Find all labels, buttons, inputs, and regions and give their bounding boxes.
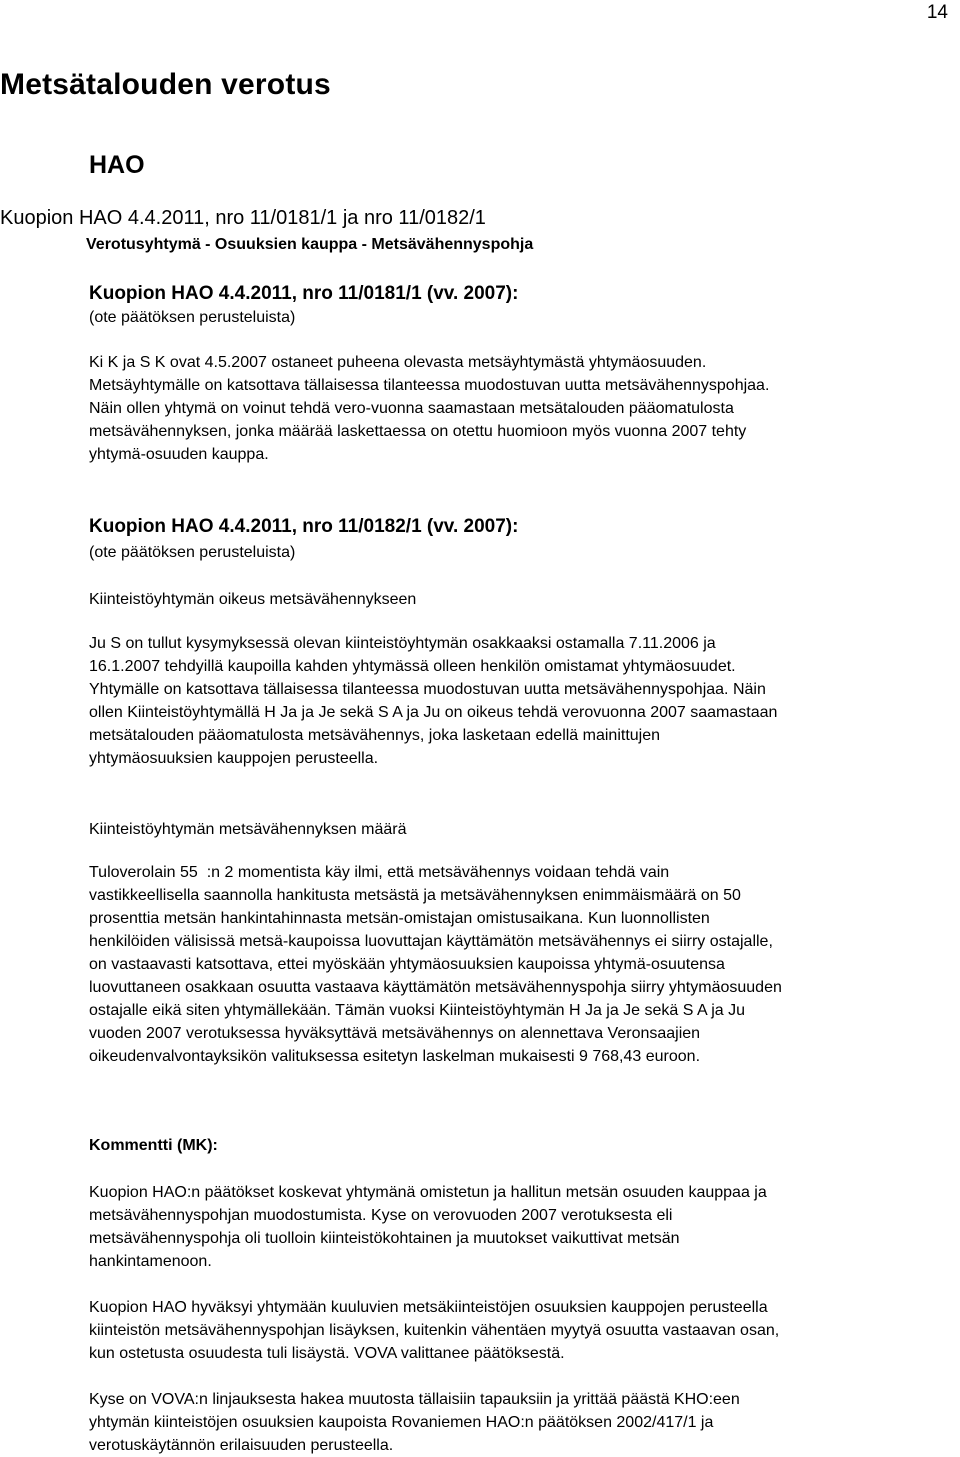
paragraph-line: ollen Kiinteistöyhtymällä H Ja ja Je sekä S A ja Ju on oikeus tehdä verovuonna 2007 saamastaan: [89, 704, 778, 721]
page-title: Metsätalouden verotus: [0, 68, 331, 101]
paragraph-line: metsätalouden pääomatulosta metsävähennys, joka lasketaan edellä mainittujen: [89, 727, 661, 744]
subheading-metsavahennyksen-maara: Kiinteistöyhtymän metsävähennyksen määrä: [89, 821, 407, 838]
paragraph-line: Yhtymälle on katsottava tällaisessa tilanteessa muodostuvan uutta metsävähennyspohjaa. Näin: [89, 681, 766, 698]
decision1-paragraph: [89, 351, 769, 466]
paragraph-line: vastikkeellisella saannolla hankitusta metsästä ja metsävähennyksen enimmäismäärä on 50: [89, 887, 741, 904]
decision2-note: (ote päätöksen perusteluista): [89, 544, 296, 561]
page-number: 14: [926, 2, 948, 23]
paragraph-line: Kyse on VOVA:n linjauksesta hakea muutosta tällaisiin tapauksiin ja yrittää päästä KHO:een: [89, 1391, 740, 1408]
paragraph-line: yhtymän kiinteistöjen osuuksien kaupoista Rovaniemen HAO:n päätöksen 2002/417/1 ja: [89, 1414, 714, 1431]
paragraph-line: hankintamenoon.: [89, 1253, 212, 1270]
paragraph-line: Näin ollen yhtymä on voinut tehdä vero-vuonna saamastaan metsätalouden pääomatulosta: [89, 400, 734, 417]
paragraph-line: yhtymä-osuuden kauppa.: [89, 446, 269, 463]
comment-paragraph-2: [89, 1296, 779, 1365]
paragraph-line: ostajalle eikä siten yhtymällekään. Tämän vuoksi Kiinteistöyhtymän H Ja ja Je sekä S A ja Ju: [89, 1002, 746, 1019]
decision1-title: Kuopion HAO 4.4.2011, nro 11/0181/1 (vv. 2007):: [89, 283, 519, 304]
paragraph-line: 16.1.2007 tehdyillä kaupoilla kahden yhtymässä olleen henkilön omistamat yhtymäosuudet.: [89, 658, 736, 675]
paragraph-line: yhtymäosuuksien kauppojen perusteella.: [89, 750, 379, 767]
paragraph-line: kiinteistön metsävähennyspohjan lisäyksen, kuitenkin vähentäen myytyä osuutta vastaavan osan,: [89, 1322, 780, 1339]
comment-title: Kommentti (MK):: [89, 1137, 218, 1154]
paragraph-line: Kuopion HAO hyväksyi yhtymään kuuluvien metsäkiinteistöjen osuuksien kauppojen perusteella: [89, 1299, 768, 1316]
paragraph-line: verotuskäytännön erilaisuuden perusteella.: [89, 1437, 394, 1454]
decision1-note: (ote päätöksen perusteluista): [89, 309, 296, 326]
paragraph-line: oikeudenvalvontayksikön valituksessa esitetyn laskelman mukaisesti 9 768,43 euroon.: [89, 1048, 701, 1065]
paragraph-line: Tuloverolain 55 :n 2 momentista käy ilmi, että metsävähennys voidaan tehdä vain: [89, 864, 670, 881]
paragraph-line: Ju S on tullut kysymyksessä olevan kiinteistöyhtymän osakkaaksi ostamalla 7.11.2006 ja: [89, 635, 716, 652]
section-heading: HAO: [89, 151, 145, 179]
paragraph-line: kun ostetusta osuudesta tuli lisäystä. VOVA valittanee päätöksestä.: [89, 1345, 565, 1362]
paragraph-line: metsävähennyspohjan muodostumista. Kyse on verovuoden 2007 verotuksesta eli: [89, 1207, 673, 1224]
paragraph-line: on vastaavasti katsottava, ettei myöskään yhtymäosuuksien kaupoissa yhtymä-osuutensa: [89, 956, 725, 973]
decision2-paragraph-2: [89, 861, 782, 1068]
paragraph-line: henkilöiden välisissä metsä-kaupoissa luovuttajan käyttämätön metsävähennys ei siirry ostajalle,: [89, 933, 773, 950]
paragraph-line: metsävähennyspohja oli tuolloin kiinteistökohtainen ja muutokset vaikuttivat metsän: [89, 1230, 680, 1247]
case-subtitle: Verotusyhtymä - Osuuksien kauppa - Metsävähennyspohja: [86, 236, 534, 253]
paragraph-line: Ki K ja S K ovat 4.5.2007 ostaneet puheena olevasta metsäyhtymästä yhtymäosuuden.: [89, 354, 707, 371]
case-reference: Kuopion HAO 4.4.2011, nro 11/0181/1 ja nro 11/0182/1: [0, 207, 486, 229]
decision2-paragraph-1: [89, 632, 777, 770]
comment-paragraph-3: [89, 1388, 740, 1457]
decision2-title: Kuopion HAO 4.4.2011, nro 11/0182/1 (vv. 2007):: [89, 516, 519, 537]
paragraph-line: Metsäyhtymälle on katsottava tällaisessa tilanteessa muodostuvan uutta metsävähennyspohjaa.: [89, 377, 770, 394]
paragraph-line: luovuttaneen osakkaan osuutta vastaava käyttämätön metsävähennyspohja siirry yhtymäosuuden: [89, 979, 782, 996]
paragraph-line: vuoden 2007 verotuksessa hyväksyttävä metsävähennys on alennettava Veronsaajien: [89, 1025, 701, 1042]
subheading-metsavahennysoikeus: Kiinteistöyhtymän oikeus metsävähennykseen: [89, 591, 417, 608]
paragraph-line: prosenttia metsän hankintahinnasta metsän-omistajan omistusaikana. Kun luonnollisten: [89, 910, 710, 927]
paragraph-line: Kuopion HAO:n päätökset koskevat yhtymänä omistetun ja hallitun metsän osuuden kauppaa ja: [89, 1184, 767, 1201]
paragraph-line: metsävähennyksen, jonka määrää laskettaessa on otettu huomioon myös vuonna 2007 tehty: [89, 423, 747, 440]
comment-paragraph-1: [89, 1181, 767, 1273]
